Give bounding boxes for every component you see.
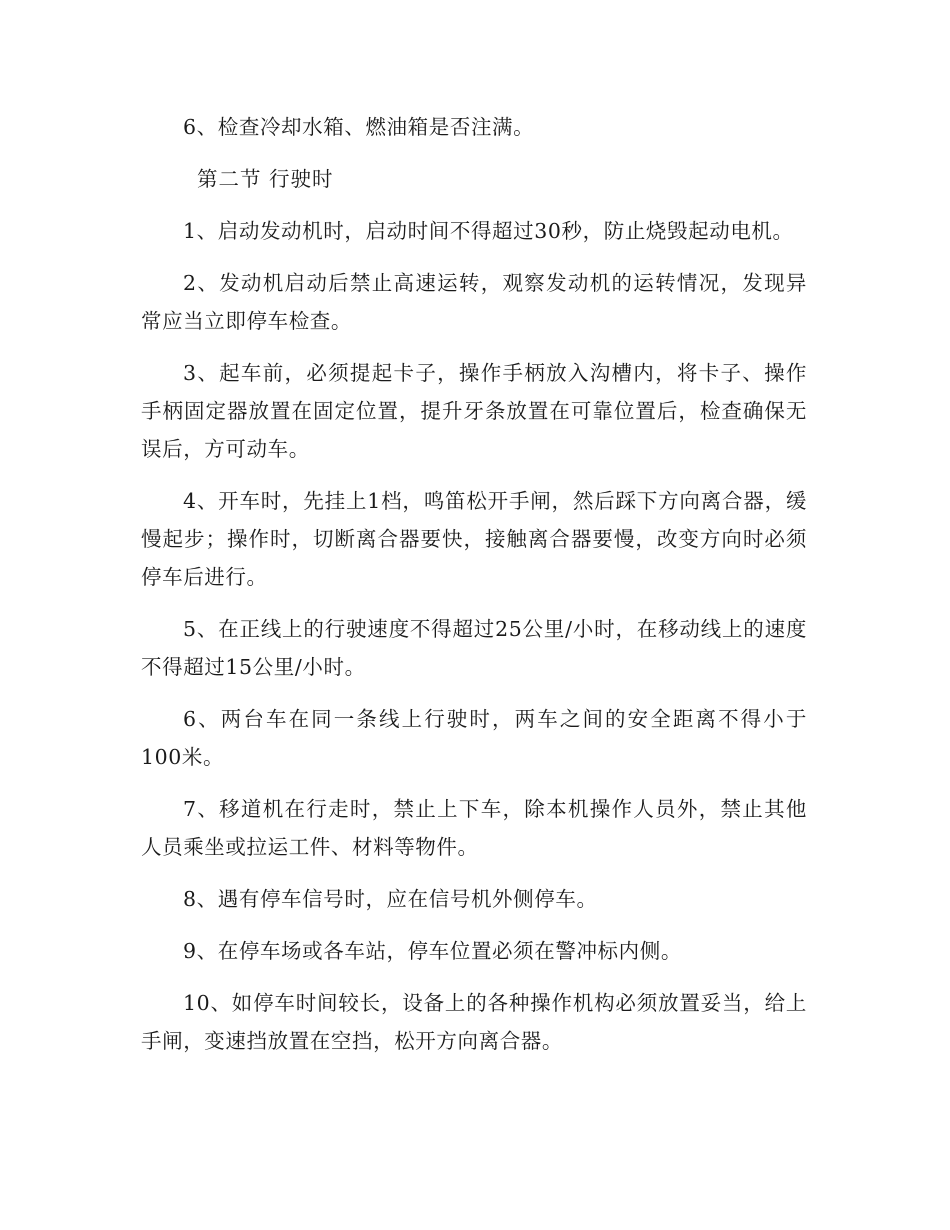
paragraph-item-1: 1、启动发动机时，启动时间不得超过30秒，防止烧毁起动电机。 [183, 219, 794, 243]
paragraph-item-4: 4、开车时，先挂上1档，鸣笛松开手闸，然后踩下方向离合器，缓慢起步；操作时，切断离合器要快，接触离合器要慢，改变方向时必须停车后进行。 [141, 489, 807, 589]
paragraph-item-3: 3、起车前，必须提起卡子，操作手柄放入沟槽内，将卡子、操作手柄固定器放置在固定位置，提升牙条放置在可靠位置后，检查确保无误后，方可动车。 [141, 361, 807, 461]
paragraph-item-7: 7、移道机在行走时，禁止上下车，除本机操作人员外，禁止其他人员乘坐或拉运工件、材料等物件。 [141, 797, 807, 859]
document-body [141, 108, 807, 1074]
paragraph-item-2: 2、发动机启动后禁止高速运转，观察发动机的运转情况，发现异常应当立即停车检查。 [141, 271, 807, 333]
paragraph-item-9: 9、在停车场或各车站，停车位置必须在警冲标内侧。 [183, 939, 682, 963]
paragraph-item-6: 6、两台车在同一条线上行驶时，两车之间的安全距离不得小于100米。 [141, 707, 807, 769]
paragraph-item-8: 8、遇有停车信号时，应在信号机外侧停车。 [183, 887, 598, 911]
section-heading: 第二节 行驶时 [197, 167, 334, 191]
paragraph-item-10: 10、如停车时间较长，设备上的各种操作机构必须放置妥当，给上手闸，变速挡放置在空挡，松开方向离合器。 [141, 991, 807, 1053]
paragraph-item-5: 5、在正线上的行驶速度不得超过25公里/小时，在移动线上的速度不得超过15公里/小时。 [141, 617, 807, 679]
paragraph-item-6-check-tanks: 6、检查冷却水箱、燃油箱是否注满。 [183, 115, 535, 139]
